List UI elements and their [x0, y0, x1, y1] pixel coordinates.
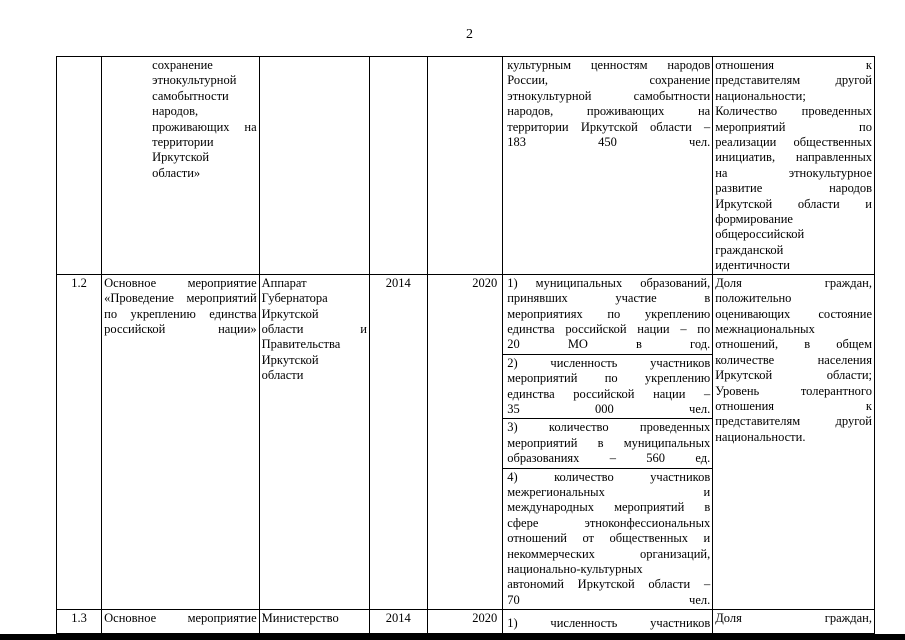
results-cell — [503, 610, 713, 633]
start-year-cell — [369, 57, 427, 275]
result-item: 1) численность участников — [507, 616, 711, 631]
row-number: 1.3 — [57, 610, 102, 633]
indicators-cell: Доля граждан, положительно оценивающих состояние межнациональных отношений, в общем количестве населения Иркутской области; Уровень толерантного отношения к представителям другой национальности. — [713, 274, 875, 610]
executor-cell: Министерство — [259, 610, 369, 633]
row-number: 1.2 — [57, 274, 102, 610]
result-item: 2) численность участников мероприятий по укреплению единства российской нации – 35 000 чел. — [503, 355, 712, 420]
table-row — [57, 274, 875, 610]
executor-cell — [259, 57, 369, 275]
result-item: 3) количество проведенных мероприятий в муниципальных образованиях – 560 ед. — [503, 419, 712, 468]
activity-cell: Основное мероприятие — [102, 610, 260, 633]
end-year-cell — [427, 57, 503, 275]
result-item: 4) количество участников межрегиональных и международных мероприятий в сфере этноконфессиональных отношений от общественных и некоммерческих организаций, национально-культурных автономий Иркутской области – 70 чел. — [507, 469, 711, 607]
activity-cell: Основное мероприятие «Проведение мероприятий по укреплению единства российской нации» — [102, 274, 260, 610]
result-item: 1) муниципальных образований, принявших участие в мероприятиях по укреплению единства российской нации – по 20 МО в год. — [503, 275, 712, 355]
program-activities-table — [56, 56, 875, 634]
indicators-cell: Доля граждан, — [713, 610, 875, 633]
scan-edge — [0, 634, 905, 640]
page-number: 2 — [466, 27, 473, 42]
results-cell — [503, 57, 713, 275]
indicators-cell: отношения к представителям другой национальности; Количество проведенных мероприятий по реализации общественных инициатив, направленных на этнокультурное развитие народов Иркутской области и формирование общероссийской гражданской идентичности — [713, 57, 875, 275]
results-cell — [503, 274, 713, 610]
start-year-cell: 2014 — [369, 274, 427, 610]
end-year-cell: 2020 — [427, 274, 503, 610]
end-year-cell: 2020 — [427, 610, 503, 633]
table-row — [57, 57, 875, 275]
row-number — [57, 57, 102, 275]
start-year-cell: 2014 — [369, 610, 427, 633]
executor-cell: Аппарат Губернатора Иркутской области и Правительства Иркутской области — [259, 274, 369, 610]
table-row — [57, 610, 875, 633]
activity-cell: сохранение этнокультурной самобытности народов, проживающих на территории Иркутской области» — [102, 57, 260, 275]
result-item: культурным ценностям народов России, сохранение этнокультурной самобытности народов, проживающих на территории Иркутской области – 183 450 чел. — [507, 58, 711, 150]
